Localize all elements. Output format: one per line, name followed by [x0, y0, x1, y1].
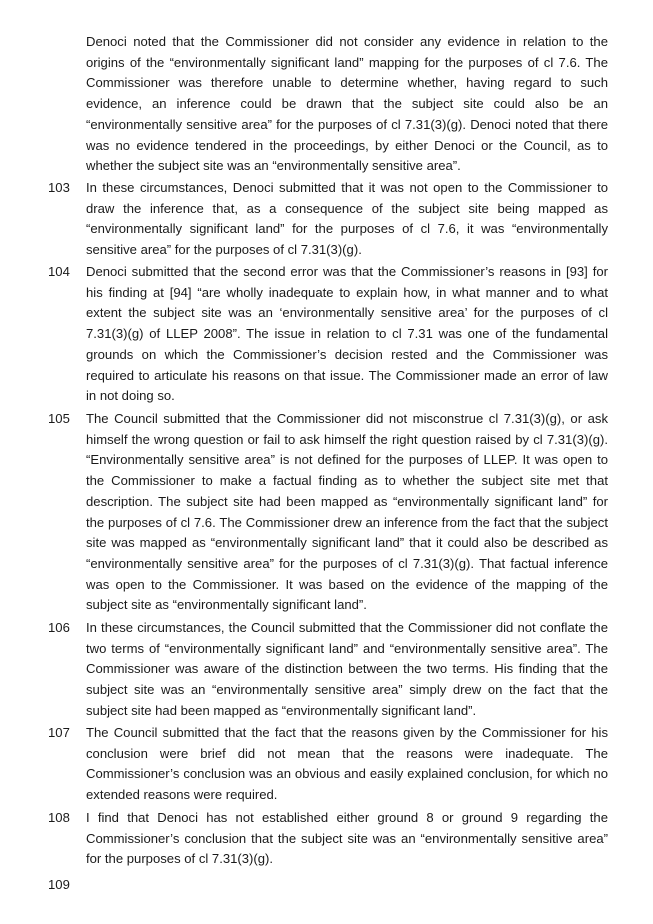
- paragraph-number: 106: [48, 620, 70, 635]
- paragraph-text: Denoci noted that the Commissioner did not consider any evidence in relation to the origins of the “environmentally significant land” mapping for the purposes of cl 7.6. The Commissioner was therefore unable to determine whether, having regard to such evidence, an inference could be drawn that the subject site could also be an “environmentally sensitive area” for the purposes of cl 7.31(3)(g). Denoci noted that there was no evidence tendered in the proceedings, by either Denoci or the Council, as to whether the subject site was an “environmentally sensitive area”.: [86, 34, 608, 174]
- paragraph-number: 103: [48, 180, 70, 195]
- paragraph-text: Denoci submitted that the second error was that the Commissioner’s reasons in [93] for his finding at [94] “are wholly inadequate to explain how, in what manner and to what extent the subject site was an ‘environmentally sensitive area’ for the purposes of cl 7.31(3)(g) of LLEP 2008”. The issue in relation to cl 7.31 was one of the fundamental grounds on which the Commissioner’s decision rested and the Commissioner was required to articulate his reasons on that issue. The Commissioner made an error of law in not doing so.: [86, 264, 608, 404]
- paragraph-number: 104: [48, 264, 70, 279]
- paragraph-text: The Council submitted that the fact that the reasons given by the Commissioner for his conclusion were brief did not mean that the reasons were inadequate. The Commissioner’s conclusion was an obvious and easily explained conclusion, for which no extended reasons were required.: [86, 725, 608, 803]
- paragraph-text: I find that Denoci has not established either ground 8 or ground 9 regarding the Commissioner’s conclusion that the subject site was an “environmentally sensitive area” for the purposes of cl 7.31(3)(g).: [86, 810, 608, 867]
- paragraph-number: 105: [48, 411, 70, 426]
- paragraph-number: 107: [48, 725, 70, 740]
- paragraph-number: 109: [48, 877, 70, 892]
- paragraph-text: In these circumstances, the Council submitted that the Commissioner did not conflate the two terms of “environmentally significant land” and “environmentally sensitive area”. The Commissioner was aware of the distinction between the two terms. His finding that the subject site was an “environmentally sensitive area” simply drew on the fact that the subject site had been mapped as “environmentally significant land”.: [86, 620, 608, 718]
- paragraph-number: 108: [48, 810, 70, 825]
- paragraph-text: In these circumstances, Denoci submitted that it was not open to the Commissioner to draw the inference that, as a consequence of the subject site being mapped as “environmentally significant land” for the purposes of cl 7.6, it was “environmentally sensitive area” for the purposes of cl 7.31(3)(g).: [86, 180, 608, 258]
- paragraph-text: The Council submitted that the Commissioner did not misconstrue cl 7.31(3)(g), or ask himself the wrong question or fail to ask himself the right question raised by cl 7.31(3)(g). “Environmentally sensitive area” is not defined for the purposes of LLEP. It was open to the Commissioner to make a factual finding as to whether the subject site met that description. The subject site had been mapped as “environmentally significant land” for the purposes of cl 7.6. The Commissioner drew an inference from the fact that the subject site was mapped as “environmentally significant land” that it could also be described as “environmentally sensitive area” for the purposes of cl 7.31(3)(g). That factual inference was open to the Commissioner. It was based on the evidence of the mapping of the subject site as “environmentally significant land”.: [86, 411, 608, 613]
